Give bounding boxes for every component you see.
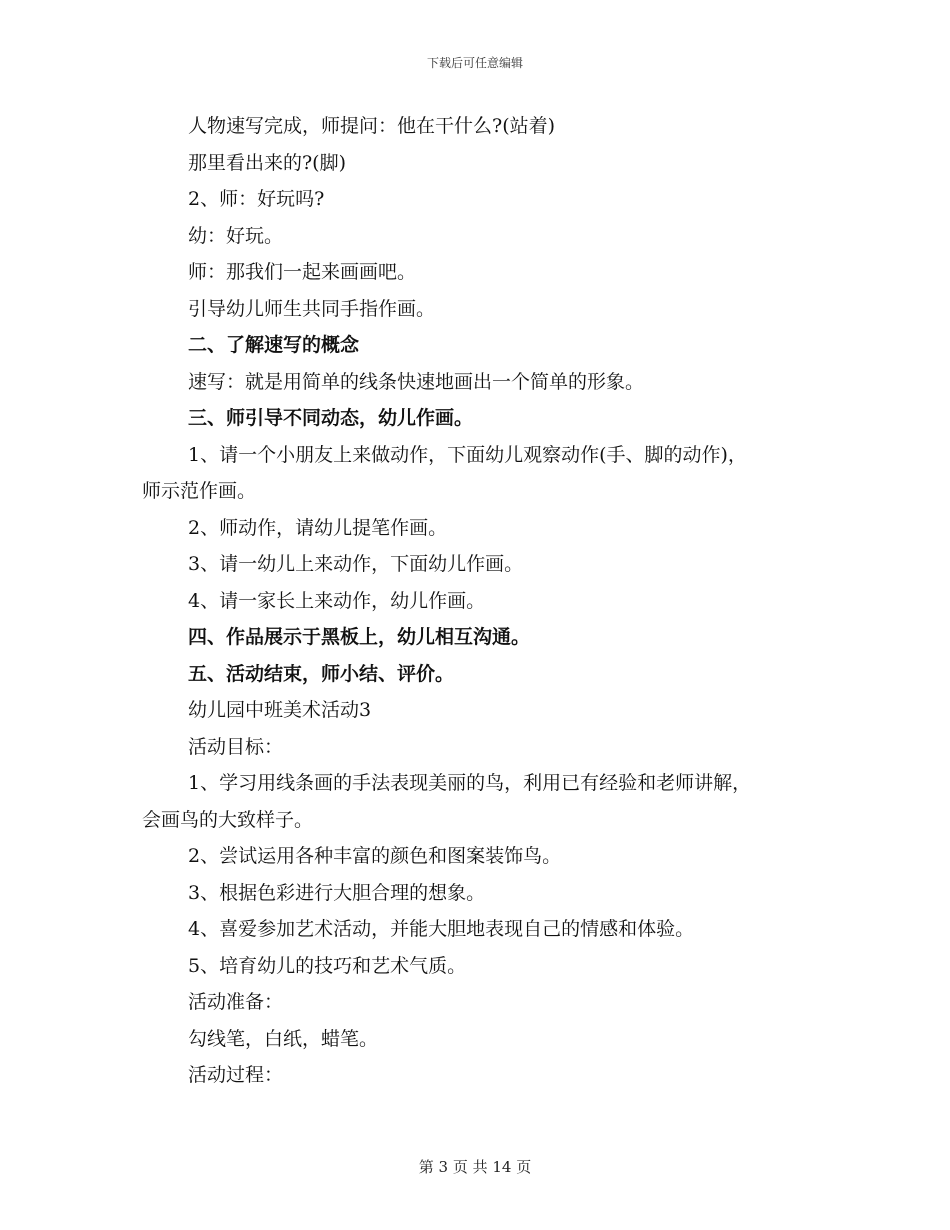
paragraph: 人物速写完成，师提问：他在干什么?(站着): [188, 115, 556, 137]
document-body: [142, 108, 822, 1094]
paragraph: 师：那我们一起来画画吧。: [188, 261, 417, 283]
paragraph-continuation: 会画鸟的大致样子。: [142, 808, 314, 831]
paragraph: 3、请一幼儿上来动作，下面幼儿作画。: [188, 553, 524, 575]
paragraph: 那里看出来的?(脚): [188, 151, 347, 174]
paragraph: 幼：好玩。: [188, 224, 284, 247]
section-heading: 四、作品展示于黑板上，幼儿相互沟通。: [188, 626, 531, 648]
paragraph: 活动准备：: [188, 991, 284, 1013]
paragraph: 2、师动作，请幼儿提笔作画。: [188, 516, 448, 539]
paragraph: 2、尝试运用各种丰富的颜色和图案装饰鸟。: [188, 845, 562, 867]
paragraph: 速写：就是用简单的线条快速地画出一个简单的形象。: [188, 370, 645, 393]
paragraph: 活动过程：: [188, 1064, 284, 1086]
paragraph: 1、学习用线条画的手法表现美丽的鸟，利用已有经验和老师讲解，: [188, 772, 752, 794]
paragraph: 5、培育幼儿的技巧和艺术气质。: [188, 954, 467, 977]
page-header: 下载后可任意编辑: [426, 56, 523, 70]
document-subtitle: 幼儿园中班美术活动3: [188, 699, 372, 721]
page-number: 第 3 页 共 14 页: [418, 1158, 532, 1176]
paragraph: 2、师：好玩吗?: [188, 188, 325, 210]
paragraph: 3、根据色彩进行大胆合理的想象。: [188, 881, 486, 904]
paragraph: 引导幼儿师生共同手指作画。: [188, 297, 436, 320]
paragraph: 勾线笔，白纸，蜡笔。: [188, 1027, 379, 1050]
paragraph: 4、喜爱参加艺术活动，并能大胆地表现自己的情感和体验。: [188, 918, 695, 940]
section-heading: 三、师引导不同动态，幼儿作画。: [188, 407, 474, 429]
section-heading: 五、活动结束，师小结、评价。: [188, 662, 455, 685]
section-heading: 二、了解速写的概念: [188, 334, 360, 356]
paragraph: 1、请一个小朋友上来做动作，下面幼儿观察动作(手、脚的动作)，: [188, 443, 747, 466]
paragraph: 4、请一家长上来动作，幼儿作画。: [188, 589, 486, 612]
paragraph: 活动目标：: [188, 735, 284, 758]
paragraph-continuation: 师示范作画。: [142, 480, 257, 502]
